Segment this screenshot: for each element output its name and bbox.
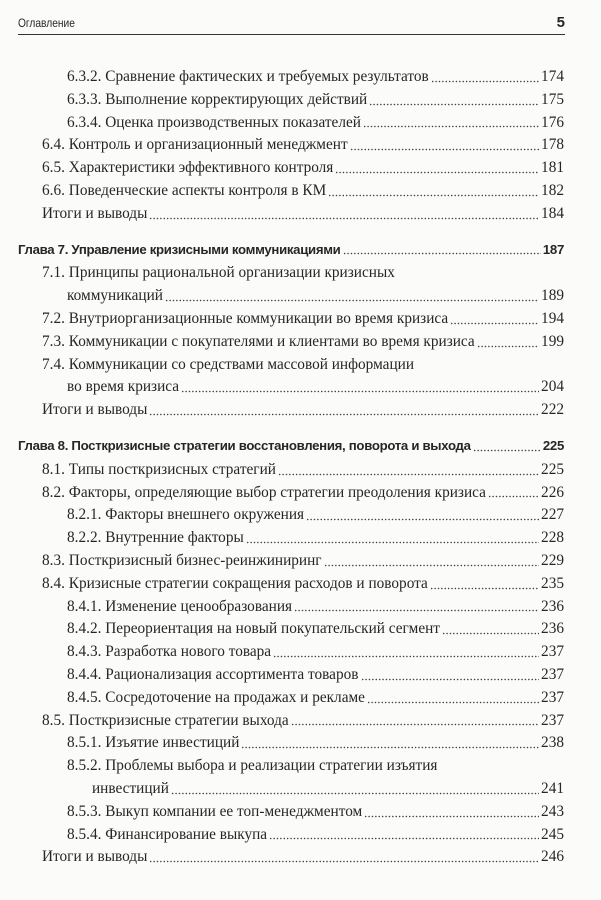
dot-leader [488, 495, 539, 498]
dot-leader [430, 587, 539, 590]
toc-entry-title: Итоги и выводы [42, 204, 148, 222]
toc-entry [18, 641, 564, 664]
toc-entry-line [67, 755, 564, 778]
toc-entry-title: 6.6. Поведенческие аспекты контроля в КМ [42, 181, 327, 199]
toc-page-number: 194 [541, 309, 564, 327]
toc-entry-line [67, 687, 564, 710]
dot-leader [278, 473, 539, 476]
dot-leader [294, 609, 539, 612]
toc-entry-line [67, 112, 564, 135]
toc-entry-title: 8.2. Факторы, определяющие выбор стратегии преодоления кризиса [42, 483, 486, 501]
toc-page-number: 204 [541, 378, 564, 396]
toc-page-number: 175 [541, 90, 564, 108]
toc-entry-title: 6.3.4. Оценка производственных показателей [67, 113, 361, 131]
toc-page-number: 237 [541, 643, 564, 661]
toc-entry-line [67, 664, 564, 687]
toc-page-number: 176 [541, 113, 564, 131]
toc-entry-title: 8.4. Кризисные стратегии сокращения расходов и поворота [42, 574, 428, 592]
toc-page-number: 226 [541, 483, 564, 501]
page-number: 5 [556, 14, 565, 31]
toc-entry-line [42, 157, 564, 180]
dot-leader [442, 632, 539, 635]
toc-entry-line [42, 710, 564, 733]
toc-entry [18, 527, 564, 550]
toc-entry-line [42, 459, 564, 482]
toc-entry-line [67, 596, 564, 619]
toc-page-number: 181 [541, 159, 564, 177]
toc-entry-line [42, 285, 564, 308]
toc-page-number: 225 [542, 437, 564, 453]
toc-entry-line [42, 846, 564, 869]
toc-page-number: 174 [541, 68, 564, 85]
toc-page-number: 229 [541, 551, 564, 569]
toc-page-number: 184 [541, 204, 564, 222]
toc-entry-title: 6.3.2. Сравнение фактических и требуемых результатов [67, 68, 429, 85]
dot-leader [364, 815, 539, 818]
toc-page-number: 178 [541, 136, 564, 154]
toc-page-number: 235 [541, 574, 564, 592]
toc-entry [18, 846, 564, 869]
dot-leader [335, 171, 539, 174]
dot-leader [241, 746, 539, 749]
toc-entry-title: 8.5.1. Изъятие инвестиций [67, 734, 240, 752]
dot-leader [363, 125, 539, 128]
toc-page-number: 227 [541, 506, 564, 524]
toc-entry [18, 755, 564, 801]
dot-leader [450, 322, 539, 325]
toc-entry-title: 8.4.5. Сосредоточение на продажах и рекламе [67, 688, 365, 706]
toc-entry-title: 8.5.2. Проблемы выбора и реализации стратегии изъятия [67, 757, 438, 775]
toc-chapter-entry [18, 435, 564, 458]
dot-leader [369, 103, 539, 106]
toc-entry-line [42, 180, 564, 203]
toc-entry-line [67, 732, 564, 755]
toc-page-number: 236 [541, 597, 564, 615]
dot-leader [328, 194, 539, 197]
dot-leader [181, 390, 539, 393]
toc-entry-line [42, 262, 564, 285]
toc-entry-title: 8.1. Типы посткризисных стратегий [42, 460, 276, 478]
toc-entry-title: коммуникаций [67, 287, 163, 305]
toc-page-number: 245 [541, 825, 564, 843]
toc-entry [18, 331, 564, 354]
running-header [18, 12, 565, 35]
toc-entry [18, 134, 564, 157]
dot-leader [149, 413, 539, 416]
toc-entry-line [42, 482, 564, 505]
toc-entry-line [42, 573, 564, 596]
table-of-contents [18, 66, 564, 869]
toc-entry-title: 6.4. Контроль и организационный менеджмент [42, 136, 348, 154]
toc-entry [18, 203, 564, 226]
toc-page-number: 237 [541, 688, 564, 706]
toc-entry-line [67, 778, 564, 801]
header-title: Оглавление [18, 16, 75, 30]
toc-entry-title: 8.2.2. Внутренние факторы [67, 529, 244, 547]
toc-entry [18, 732, 564, 755]
toc-entry [18, 801, 564, 824]
toc-entry-title: 6.3.3. Выполнение корректирующих действий [67, 90, 368, 108]
toc-entry [18, 550, 564, 573]
dot-leader [149, 860, 539, 863]
toc-entry [18, 687, 564, 710]
toc-entry-title: 6.5. Характеристики эффективного контроля [42, 159, 334, 177]
toc-entry-title: Итоги и выводы [42, 848, 148, 866]
toc-entry-title: во время кризиса [67, 378, 180, 396]
toc-entry-title: 8.5.4. Финансирование выкупа [67, 825, 268, 843]
toc-entry-title: 8.3. Посткризисный бизнес-реинжиниринг [42, 551, 322, 569]
toc-entry-line [42, 550, 564, 573]
toc-entry [18, 180, 564, 203]
toc-entry-line [67, 641, 564, 664]
toc-entry-line [67, 504, 564, 527]
dot-leader [350, 148, 539, 151]
toc-entry-title: 8.4.1. Изменение ценообразования [67, 597, 293, 615]
toc-page-number: 182 [541, 181, 564, 199]
toc-entry-line [42, 308, 564, 331]
toc-entry-line [67, 618, 564, 641]
toc-page-number: 199 [541, 332, 564, 350]
toc-entry-line [67, 527, 564, 550]
dot-leader [246, 541, 539, 544]
toc-chapter-entry [18, 239, 564, 262]
toc-entry [18, 596, 564, 619]
toc-page-number: 237 [541, 665, 564, 683]
toc-entry [18, 89, 564, 112]
toc-entry-title: инвестиций [92, 779, 169, 797]
toc-entry-title: 7.3. Коммуникации с покупателями и клиентами во время кризиса [42, 332, 475, 350]
toc-entry-line [18, 435, 564, 458]
toc-entry-line [42, 203, 564, 226]
toc-entry [18, 66, 564, 89]
toc-entry-title: 8.5. Посткризисные стратегии выхода [42, 711, 289, 729]
toc-page-number: 246 [541, 848, 564, 866]
toc-entry-title: 7.2. Внутриорганизационные коммуникации во время кризиса [42, 309, 449, 327]
toc-entry-title: 8.2.1. Факторы внешнего окружения [67, 506, 305, 524]
toc-entry-title: 7.4. Коммуникации со средствами массовой информации [42, 355, 415, 373]
toc-entry-line [67, 66, 564, 89]
toc-entry-title: Глава 8. Посткризисные стратегии восстановления, поворота и выхода [18, 437, 471, 453]
toc-page-number: 237 [541, 711, 564, 729]
dot-leader [361, 678, 540, 681]
dot-leader [431, 80, 539, 83]
toc-entry-title: Итоги и выводы [42, 401, 148, 419]
dot-leader [269, 837, 539, 840]
toc-entry-title: 8.4.2. Переориентация на новый покупательский сегмент [67, 620, 440, 638]
dot-leader [324, 564, 539, 567]
toc-page-number: 236 [541, 620, 564, 638]
toc-entry-line [42, 354, 564, 377]
toc-entry-title: 8.4.4. Рационализация ассортимента товаров [67, 665, 359, 683]
toc-entry-title: 8.4.3. Разработка нового товара [67, 643, 272, 661]
toc-page-number: 238 [541, 734, 564, 752]
dot-leader [306, 518, 539, 521]
toc-entry [18, 618, 564, 641]
toc-entry [18, 573, 564, 596]
toc-entry [18, 482, 564, 505]
dot-leader [273, 655, 539, 658]
toc-entry [18, 308, 564, 331]
dot-leader [473, 449, 541, 452]
dot-leader [477, 345, 539, 348]
toc-entry-line [42, 399, 564, 422]
toc-entry [18, 112, 564, 135]
dot-leader [149, 217, 539, 220]
toc-entry [18, 664, 564, 687]
toc-entry-line [42, 376, 564, 399]
toc-page-number: 241 [541, 779, 564, 797]
toc-page-number: 228 [541, 529, 564, 547]
toc-entry-title: 7.1. Принципы рациональной организации кризисных [42, 264, 395, 282]
toc-entry [18, 710, 564, 733]
toc-entry [18, 262, 564, 308]
dot-leader [171, 792, 539, 795]
toc-page-number: 187 [542, 241, 564, 257]
toc-entry-line [18, 239, 564, 262]
dot-leader [291, 723, 539, 726]
toc-entry-line [67, 801, 564, 824]
toc-page-number: 243 [541, 802, 564, 820]
toc-entry [18, 504, 564, 527]
toc-page-number: 189 [541, 287, 564, 305]
dot-leader [367, 701, 539, 704]
toc-entry [18, 459, 564, 482]
toc-entry [18, 399, 564, 422]
toc-entry-line [42, 331, 564, 354]
toc-entry-line [67, 89, 564, 112]
dot-leader [343, 252, 541, 255]
toc-page-number: 225 [541, 460, 564, 478]
toc-entry [18, 824, 564, 847]
toc-entry-title: Глава 7. Управление кризисными коммуникациями [18, 241, 341, 257]
toc-entry-line [42, 134, 564, 157]
toc-entry [18, 157, 564, 180]
toc-entry-title: 8.5.3. Выкуп компании ее топ-менеджментом [67, 802, 363, 820]
dot-leader [165, 299, 539, 302]
toc-entry [18, 354, 564, 400]
toc-entry-line [67, 824, 564, 847]
toc-page-number: 222 [541, 401, 564, 419]
